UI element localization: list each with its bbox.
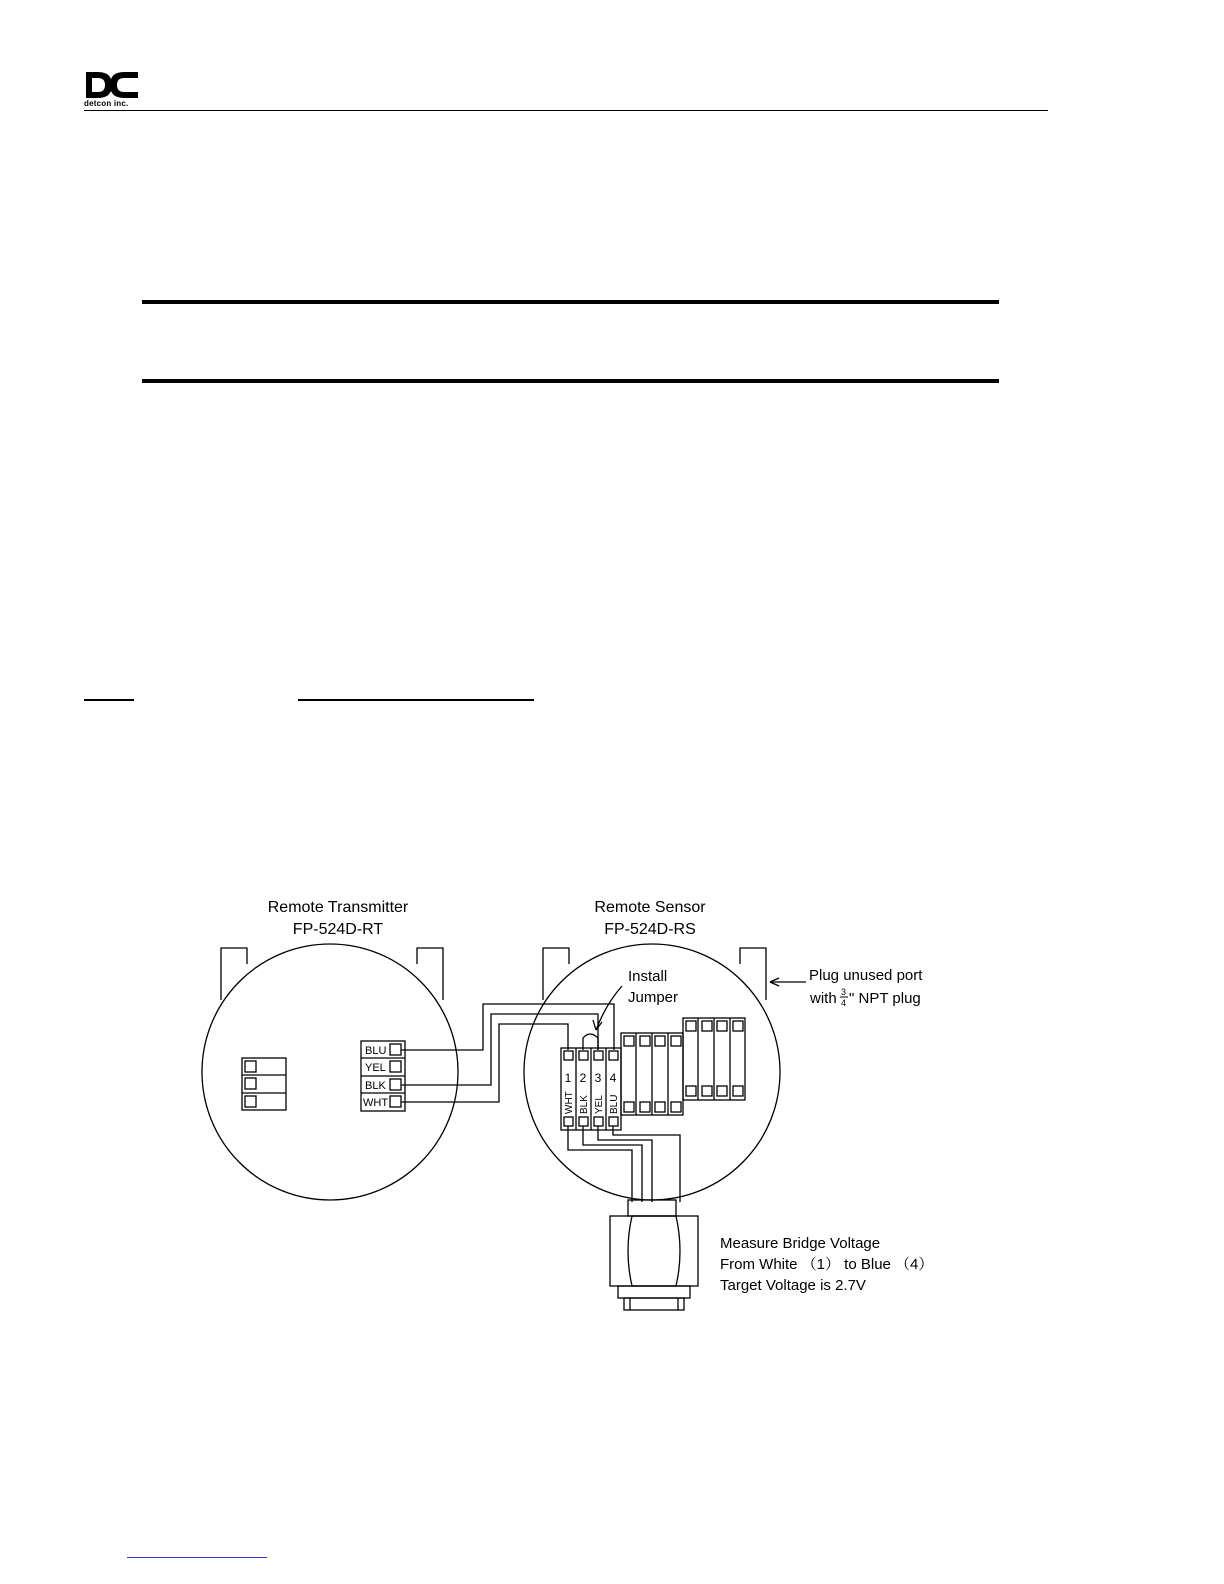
sensor-terminal-wire-wht: WHT (564, 1091, 575, 1114)
sensor-model: FP-524D-RS (604, 921, 696, 938)
transmitter-housing (202, 944, 458, 1200)
wiring-diagram (195, 890, 955, 1330)
transmitter-terminal-yel: YEL (365, 1062, 386, 1074)
footer-link-underline[interactable] (127, 1557, 267, 1558)
section-box-top-rule (142, 300, 999, 304)
sensor-lead-wires (568, 1126, 680, 1202)
plug-fraction-denominator: 4 (841, 998, 847, 1008)
transmitter-terminal-wht: WHT (363, 1097, 389, 1109)
sensor-aux-terminal-block-b (683, 1018, 745, 1100)
measure-note-line1: Measure Bridge Voltage (720, 1235, 881, 1252)
header-rule (84, 110, 1048, 111)
heading-underline-long (298, 699, 534, 701)
heading-underline-short (84, 699, 134, 701)
sensor-terminal-block (561, 1048, 621, 1130)
plug-note-line2-prefix: with (810, 990, 837, 1007)
sensor-terminal-number-2: 2 (579, 1071, 587, 1085)
plug-port-arrow (770, 978, 806, 986)
transmitter-terminal-blk: BLK (365, 1080, 386, 1092)
jumper-note-line1: Install (628, 968, 668, 985)
sensor-terminal-wire-blu: BLU (609, 1094, 620, 1114)
plug-note-line1: Plug unused port (809, 967, 923, 984)
transmitter-terminal-blu: BLU (365, 1045, 387, 1057)
transmitter-title: Remote Transmitter (267, 899, 409, 916)
jumper-note-line2: Jumper (628, 989, 679, 1006)
sensor-title: Remote Sensor (594, 899, 706, 916)
sensor-terminal-wire-blk: BLK (579, 1095, 590, 1114)
measure-note-line2: From White （1） to Blue （4） (720, 1256, 934, 1273)
measure-note-line3: Target Voltage is 2.7V (720, 1277, 866, 1294)
section-box-bottom-rule (142, 379, 999, 383)
sensor-terminal-wire-yel: YEL (594, 1095, 605, 1114)
interconnect-wires (401, 1004, 614, 1102)
transmitter-left-terminal-block (242, 1058, 286, 1110)
sensor-terminal-number-4: 4 (609, 1071, 617, 1085)
plug-fraction-numerator: 3 (841, 987, 847, 997)
sensor-terminal-number-1: 1 (564, 1071, 572, 1085)
sensor-head-fitting (610, 1200, 698, 1310)
plug-note-line2-suffix: " NPT plug (849, 990, 921, 1007)
install-jumper (583, 986, 622, 1050)
sensor-terminal-number-3: 3 (594, 1071, 602, 1085)
transmitter-model: FP-524D-RT (292, 921, 384, 938)
sensor-aux-terminal-block-a (621, 1033, 683, 1115)
logo-wordmark: detcon inc. (84, 99, 129, 108)
